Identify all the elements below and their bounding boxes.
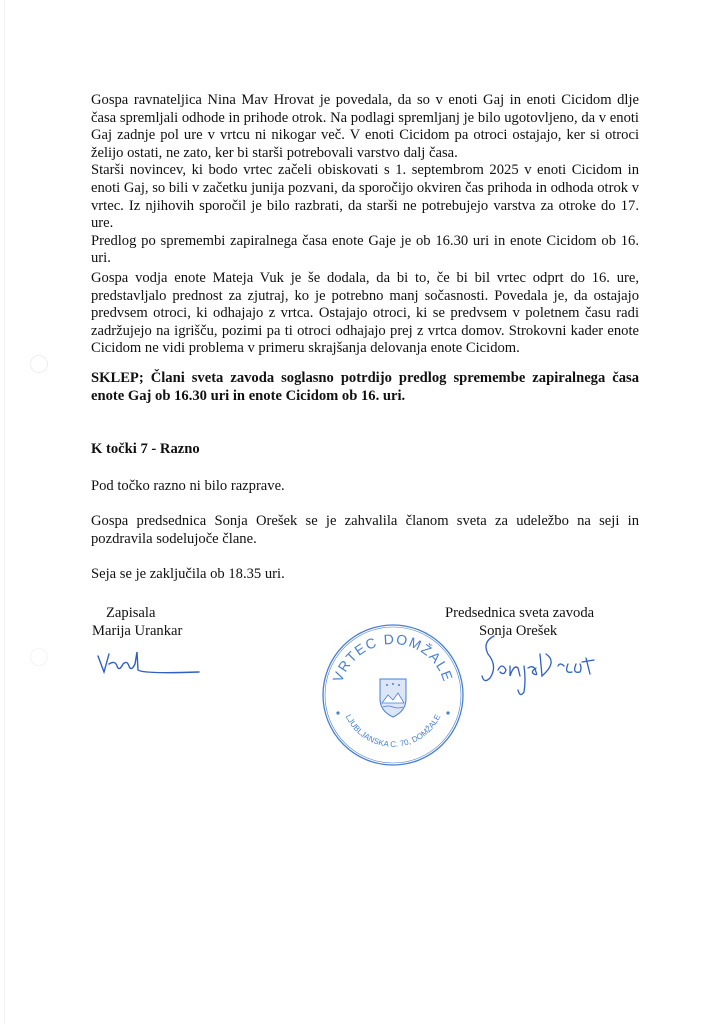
recorder-signature: [95, 648, 205, 678]
paragraph-thanks: Gospa predsednica Sonja Orešek se je zahvalila članom sveta za udeležbo na seji in pozdravila sodelujoče člane.: [91, 513, 639, 547]
president-signature: [480, 632, 620, 702]
heading-item-7: K točki 7 - Razno: [91, 441, 200, 457]
paragraph-block-1: [91, 92, 639, 268]
resolution-block: [91, 370, 639, 405]
recorder-name: Marija Urankar: [92, 623, 183, 639]
stamp-dot: [446, 711, 449, 714]
paragraph-proposal: Predlog po spremembi zapiralnega časa enote Gaje je ob 16.30 uri in enote Cicidom ob 16. uri.: [91, 232, 639, 267]
section-heading: [91, 441, 639, 459]
stamp-top-text: VRTEC DOMŽALE: [329, 630, 457, 685]
stamp-bottom-text: LJUBLJANSKA C. 70, DOMŽALE: [343, 712, 443, 749]
paragraph-block-2: [91, 270, 639, 358]
paragraph-closing-time: Seja se je zaključila ob 18.35 uri.: [91, 566, 285, 582]
paragraph-block-4: [91, 513, 639, 548]
stamp-dot: [336, 711, 339, 714]
punch-hole-mark: [30, 355, 48, 373]
paragraph-director-report: Gospa ravnateljica Nina Mav Hrovat je povedala, da so v enoti Gaj in enoti Cicidom dlje časa spremljali odhode in prihode otrok. Na podlagi spremljanj je bilo ugotovljeno, da v enoti Gaj zadnje pol ure v vrtcu ni nikogar več. V enoti Cicidom pa otroci ostajajo, ker si otroci želijo ostati, ne zato, ker bi starši potrebovali varstvo dalj časa.: [91, 92, 639, 161]
paragraph-unit-head-report: Gospa vodja enote Mateja Vuk je še dodala, da bi to, če bi bil vrtec odprt do 16. ure, predstavljalo prednost za zjutraj, ko je potrebno manj sočasnosti. Povedala je, da ostajajo predvsem otroci, ki odhajajo z vrtca. Ostajajo otroci, ki se predvsem v poletnem času radi zadržujejo na igrišču, pozimi pa ti otroci odhajajo prej z vrtca domov. Strokovni kader enote Cicidom ne vidi problema v primeru skrajšanja delovanja enote Cicidom.: [91, 270, 639, 357]
resolution-text: SKLEP; Člani sveta zavoda soglasno potrdijo predlog spremembe zapiralnega časa enote Gaj ob 16.30 uri in enote Cicidom ob 16. uri.: [91, 370, 639, 404]
paragraph-parents-survey: Starši novincev, ki bodo vrtec začeli obiskovati s 1. septembrom 2025 v enoti Cicidom in enoti Gaj, so bili v začetku junija pozvani, da sporočijo okviren čas prihoda in odhoda otrok v vrtec. Iz njihovih sporočil je bilo razbrati, da starši ne potrebujejo varstva za otroke do 17. ure.: [91, 162, 639, 232]
president-name: Sonja Orešek: [479, 623, 558, 639]
scan-margin-line: [4, 0, 5, 1024]
paragraph-block-5: [91, 566, 639, 584]
paragraph-block-3: [91, 478, 639, 496]
institution-stamp: [318, 617, 468, 767]
president-role: Predsednica sveta zavoda: [445, 605, 595, 621]
paragraph-no-discussion: Pod točko razno ni bilo razprave.: [91, 478, 285, 494]
recorder-role: Zapisala: [106, 605, 156, 621]
punch-hole-mark: [30, 648, 48, 666]
coat-of-arms-icon: [380, 679, 406, 717]
